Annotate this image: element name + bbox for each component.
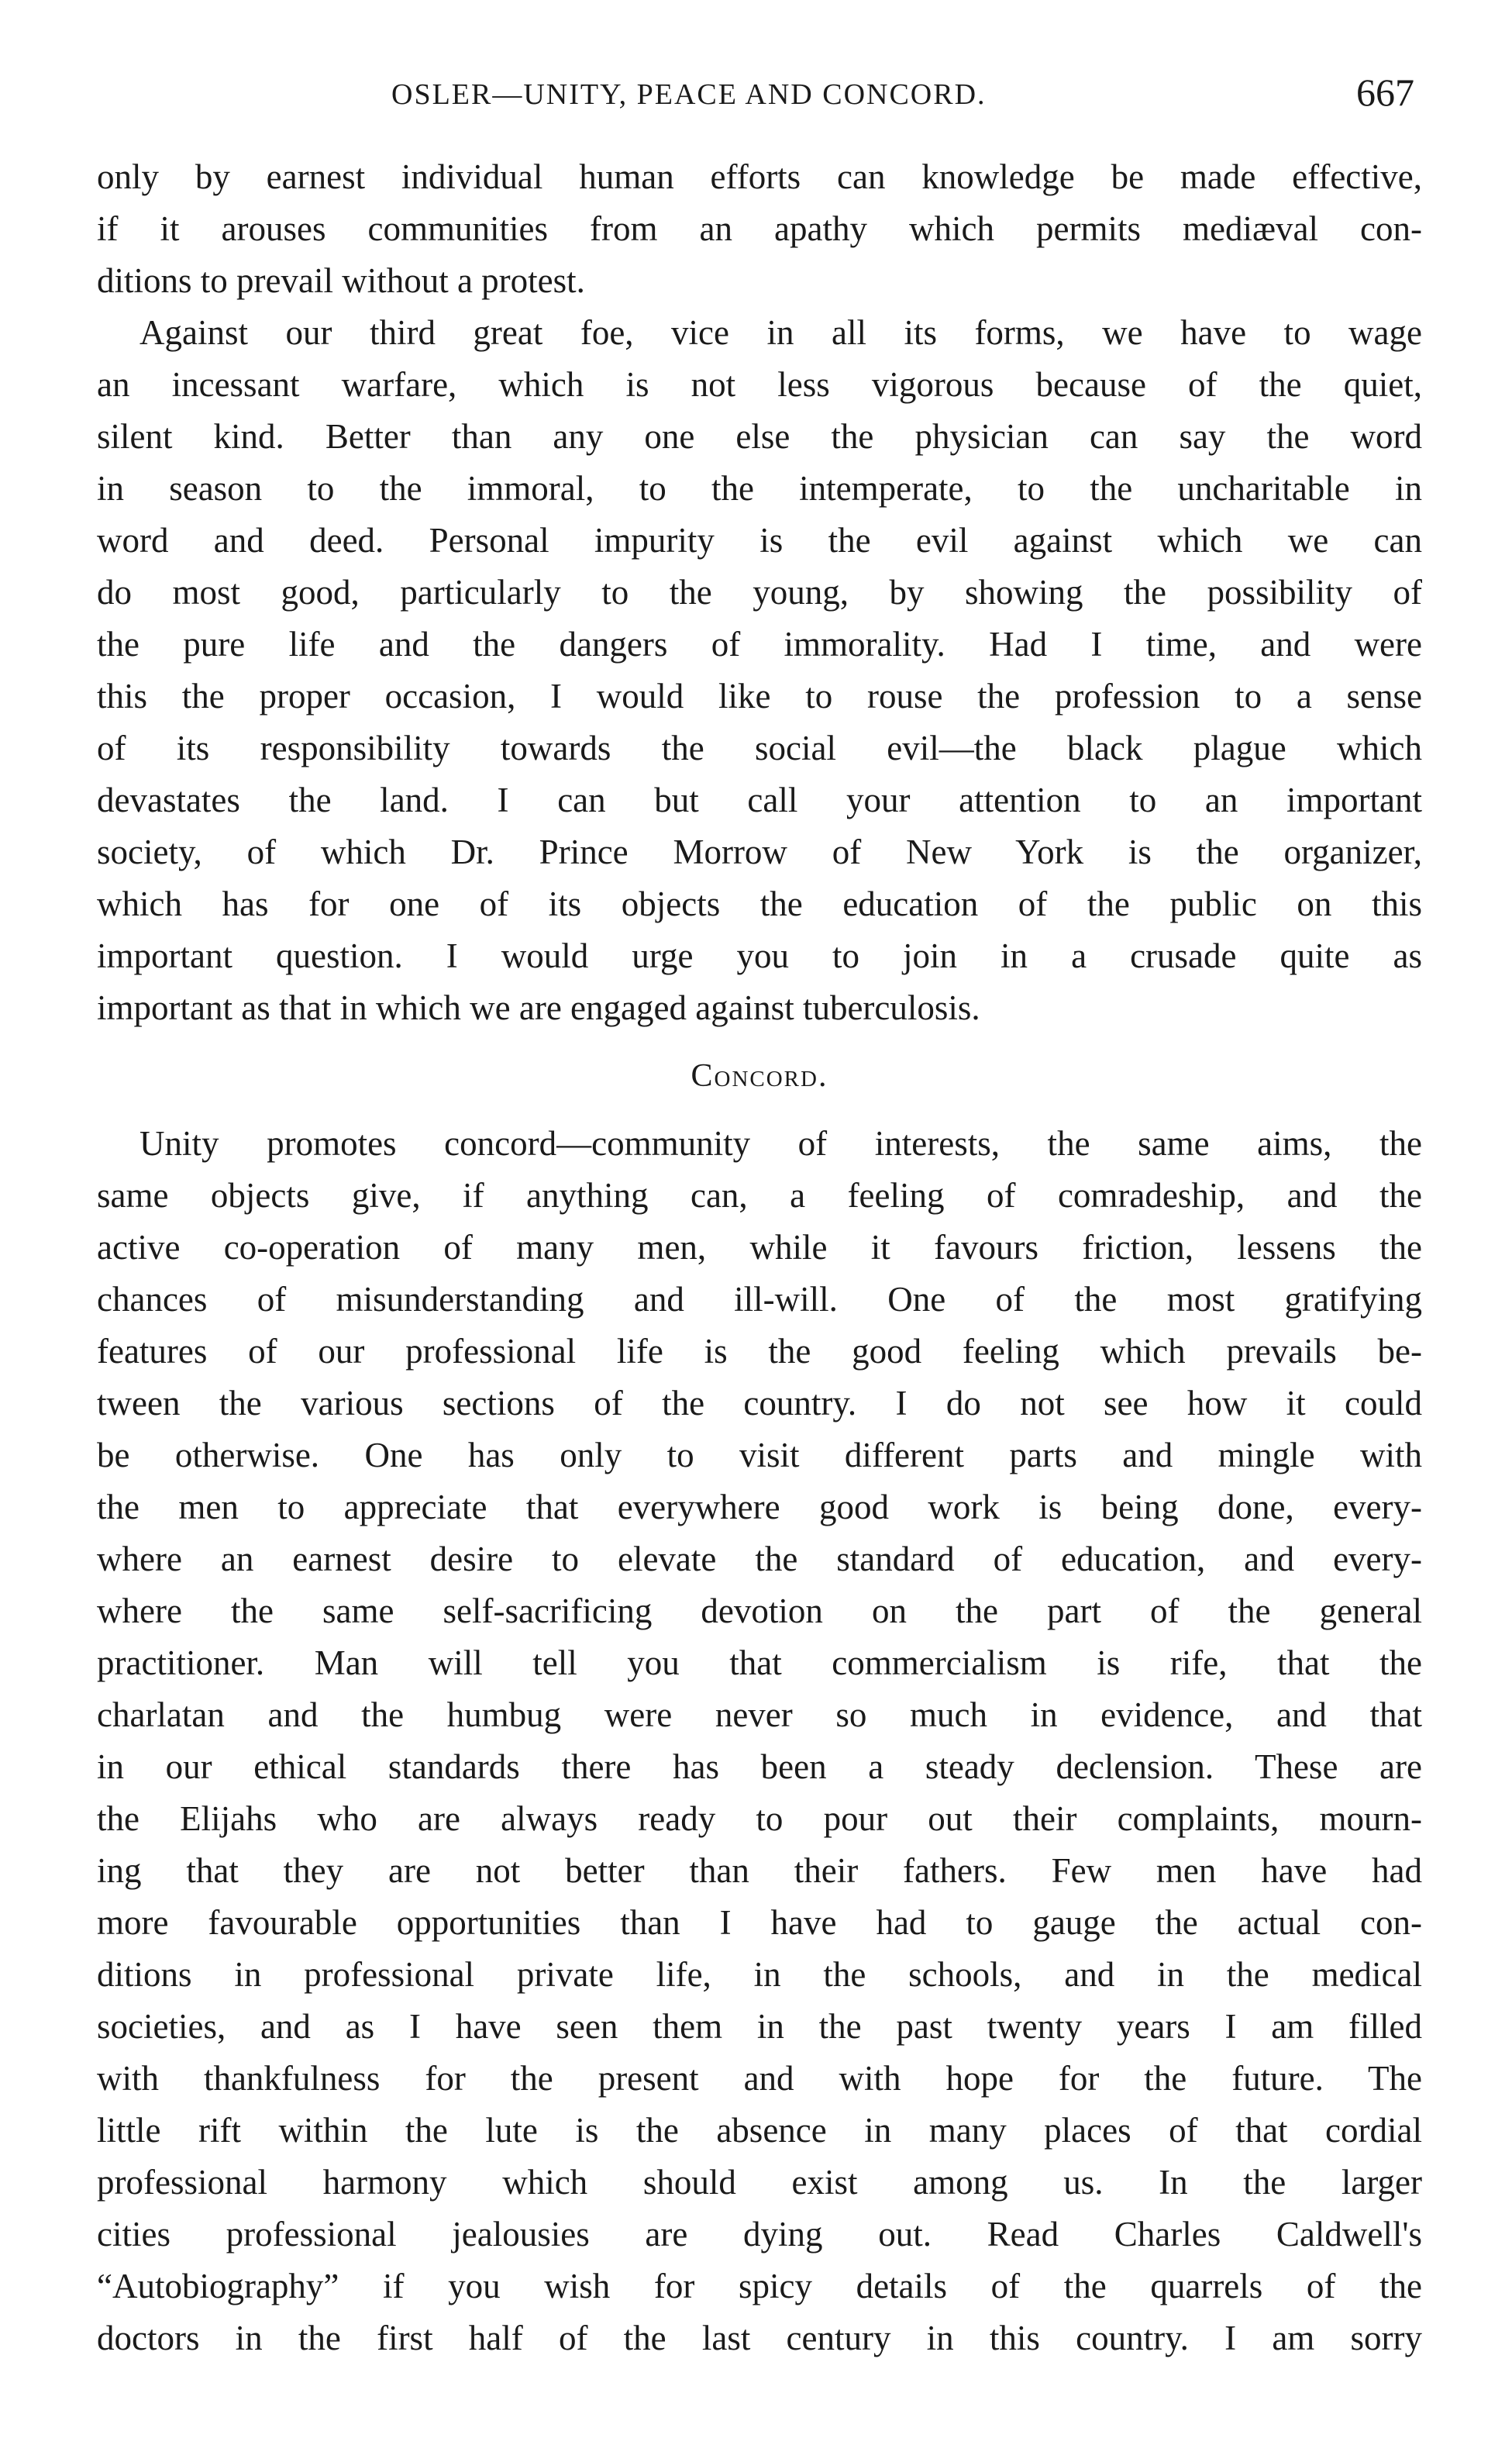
- body-text: [97, 151, 1422, 2364]
- text-line: society, of which Dr. Prince Morrow of New York is the organizer,: [97, 833, 1422, 871]
- text-line: important as that in which we are engaged against tuberculosis.: [97, 988, 980, 1027]
- text-line: with thankfulness for the present and with hope for the future. The: [97, 2059, 1422, 2098]
- text-line: “Autobiography” if you wish for spicy details of the quarrels of the: [97, 2267, 1422, 2305]
- text-line: ing that they are not better than their fathers. Few men have had: [97, 1851, 1422, 1890]
- text-line: professional harmony which should exist among us. In the larger: [97, 2163, 1422, 2202]
- text-line: which has for one of its objects the education of the public on this: [97, 885, 1422, 923]
- running-title: OSLER—UNITY, PEACE AND CONCORD.: [391, 78, 987, 111]
- text-line: be otherwise. One has only to visit different parts and mingle with: [97, 1436, 1422, 1474]
- text-line: tween the various sections of the country. I do not see how it could: [97, 1384, 1422, 1423]
- page-number: 667: [1356, 71, 1414, 114]
- text-line: silent kind. Better than any one else the physician can say the word: [97, 417, 1422, 456]
- text-line: doctors in the first half of the last century in this country. I am sorry: [97, 2319, 1422, 2357]
- text-line: the Elijahs who are always ready to pour out their complaints, mourn-: [97, 1799, 1422, 1838]
- paragraph-continued: [97, 151, 1422, 307]
- text-line: an incessant warfare, which is not less vigorous because of the quiet,: [97, 365, 1422, 404]
- text-line: same objects give, if anything can, a feeling of comradeship, and the: [97, 1176, 1422, 1215]
- text-line: charlatan and the humbug were never so much in evidence, and that: [97, 1695, 1422, 1734]
- paragraph-concord: [97, 1118, 1422, 2364]
- text-line: this the proper occasion, I would like to rouse the profession to a sense: [97, 677, 1422, 716]
- text-line: ditions in professional private life, in the schools, and in the medical: [97, 1955, 1422, 1994]
- running-head: [97, 70, 1414, 124]
- text-line: where the same self-sacrificing devotion on the part of the general: [97, 1591, 1422, 1630]
- text-line: word and deed. Personal impurity is the evil against which we can: [97, 521, 1422, 560]
- text-line: where an earnest desire to elevate the standard of education, and every-: [97, 1540, 1422, 1578]
- text-line: Unity promotes concord—community of interests, the same aims, the: [139, 1124, 1422, 1163]
- text-line: the pure life and the dangers of immorality. Had I time, and were: [97, 625, 1422, 664]
- text-line: cities professional jealousies are dying out. Read Charles Caldwell's: [97, 2215, 1422, 2254]
- text-line: in our ethical standards there has been a steady declension. These are: [97, 1747, 1422, 1786]
- text-line: do most good, particularly to the young, by showing the possibility of: [97, 573, 1422, 612]
- text-line: in season to the immoral, to the intemperate, to the uncharitable in: [97, 469, 1422, 508]
- text-line: the men to appreciate that everywhere good work is being done, every-: [97, 1488, 1422, 1526]
- text-line: features of our professional life is the good feeling which prevails be-: [97, 1332, 1422, 1371]
- text-line: important question. I would urge you to join in a crusade quite as: [97, 936, 1422, 975]
- text-line: of its responsibility towards the social evil—the black plague which: [97, 729, 1422, 767]
- text-line: little rift within the lute is the absence in many places of that cordial: [97, 2111, 1422, 2150]
- text-line: only by earnest individual human efforts can knowledge be made effective,: [97, 157, 1422, 196]
- text-line: ditions to prevail without a protest.: [97, 261, 585, 300]
- text-line: devastates the land. I can but call your attention to an important: [97, 781, 1422, 819]
- text-line: societies, and as I have seen them in the past twenty years I am filled: [97, 2007, 1422, 2046]
- text-line: chances of misunderstanding and ill-will. One of the most gratifying: [97, 1280, 1422, 1319]
- text-line: practitioner. Man will tell you that commercialism is rife, that the: [97, 1643, 1422, 1682]
- text-line: Against our third great foe, vice in all its forms, we have to wage: [139, 313, 1422, 352]
- paragraph-vice: [97, 307, 1422, 1034]
- text-line: active co-operation of many men, while it favours friction, lessens the: [97, 1228, 1422, 1267]
- section-heading: Concord.: [691, 1058, 828, 1094]
- text-line: more favourable opportunities than I have had to gauge the actual con-: [97, 1903, 1422, 1942]
- text-line: if it arouses communities from an apathy which permits mediæval con-: [97, 209, 1422, 248]
